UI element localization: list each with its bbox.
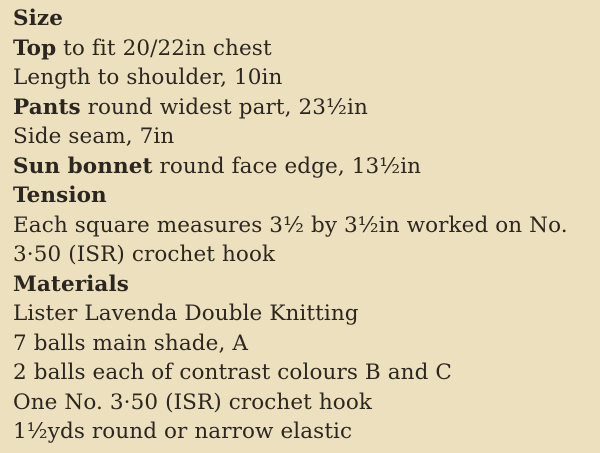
side-seam-line: Side seam, 7in xyxy=(13,124,175,149)
tension-line-2: 3·50 (ISR) crochet hook xyxy=(13,242,276,267)
materials-item-hook: One No. 3·50 (ISR) crochet hook xyxy=(13,389,373,415)
pants-size-line xyxy=(13,93,600,123)
materials-item-main-shade: 7 balls main shade, A xyxy=(13,330,248,356)
size-heading: Size xyxy=(13,6,63,31)
tension-line-1: Each square measures 3½ by 3½in worked on No. xyxy=(13,212,568,238)
materials-item-contrast: 2 balls each of contrast colours B and C xyxy=(13,360,452,385)
pants-text: round widest part, 23½in xyxy=(80,94,368,120)
bonnet-text: round face edge, 13½in xyxy=(152,153,422,179)
materials-item-elastic: 1½yds round or narrow elastic xyxy=(13,419,353,444)
top-label: Top xyxy=(13,35,57,61)
top-size-line xyxy=(13,34,600,64)
top-text: to fit 20/22in chest xyxy=(56,35,272,61)
materials-item-yarn: Lister Lavenda Double Knitting xyxy=(13,301,359,326)
materials-heading: Materials xyxy=(13,271,129,297)
length-line: Length to shoulder, 10in xyxy=(13,65,283,90)
bonnet-label: Sun bonnet xyxy=(13,153,153,179)
pants-label: Pants xyxy=(13,94,81,120)
tension-heading: Tension xyxy=(13,183,107,208)
bonnet-size-line xyxy=(13,152,600,182)
